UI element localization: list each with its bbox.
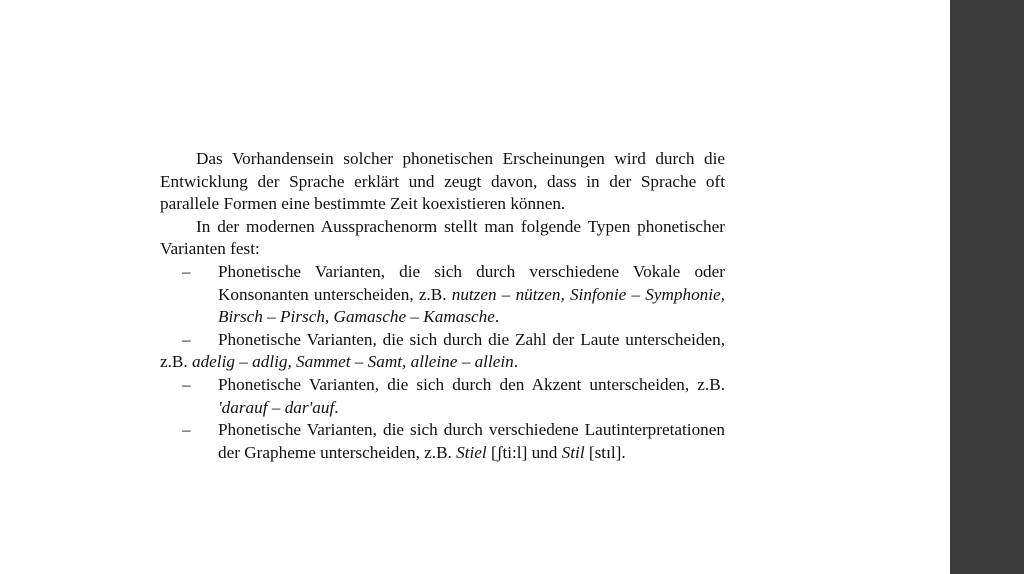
item-end: . [334,397,339,417]
item-text: Phonetische Varianten, die sich durch den Akzent unterscheiden, z.B. [218,374,725,394]
list-item [160,419,725,464]
list-item [160,261,725,329]
item-text: unterscheiden, z.B. [160,329,726,372]
item-ipa-stiel: [ʃti:l] und [486,442,562,462]
dash-bullet: – [182,329,191,349]
text-block [160,148,725,464]
variants-list [160,261,725,464]
dash-bullet: – [182,420,191,440]
item-end: . [494,307,500,327]
paragraph-types: In der modernen Aussprachenorm stellt man folgende Typen phonetischer Varianten fest: [160,216,725,259]
item-lead: Phonetische Varianten, die sich durch die Zahl der Laute [218,329,620,349]
item-end: . [513,352,519,372]
item-text: Phonetische Varianten, die sich durch verschiedene Lautinterpretationen der Grapheme unterscheiden, z.B. [218,420,725,462]
item-example-stiel: Stiel [456,442,487,462]
list-item [160,329,725,374]
list-item [160,374,725,419]
item-ipa-stil: [stɪl]. [584,442,626,462]
paragraph-intro: Das Vorhandensein solcher phonetischen Erscheinungen wird durch die Entwicklung der Sprache erklärt und zeugt davon, dass in der Sprache oft parallele Formen eine bestimmte Zeit koexistieren können. [160,149,725,214]
dash-bullet: – [182,374,191,394]
item-example-stil: Stil [561,442,585,462]
dark-side-panel [950,0,1024,574]
item-examples: 'darauf – dar'auf [218,397,335,417]
item-text: Phonetische Varianten, die sich durch verschiedene Vokale oder Konsonanten unterscheiden, z.B. [218,261,725,304]
dash-bullet: – [182,261,191,281]
item-examples: nutzen – nützen, Sinfonie – Symphonie, Birsch – Pirsch, Gamasche – Kamasche [218,284,725,327]
item-examples: adelig – adlig, Sammet – Samt, alleine – allein [191,352,514,372]
